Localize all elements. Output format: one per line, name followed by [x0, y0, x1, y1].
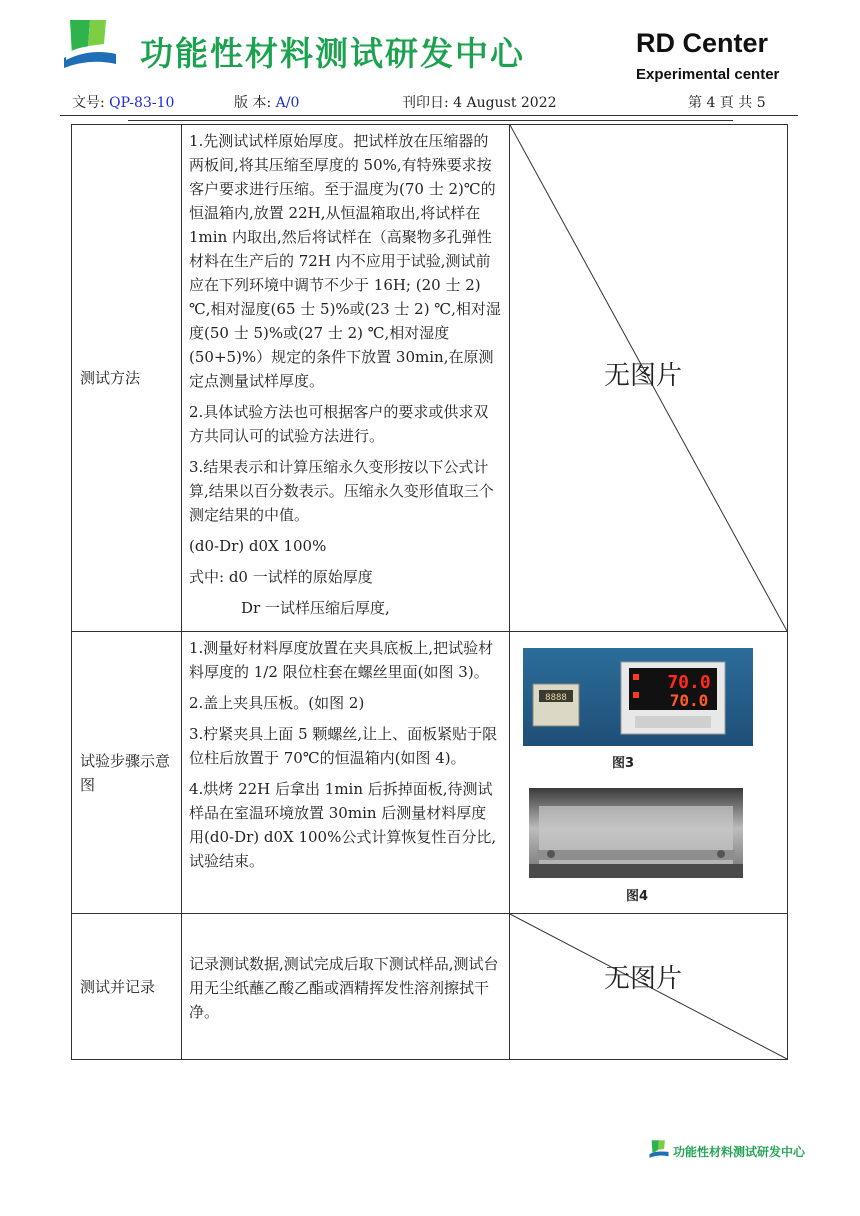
center-name: 功能性材料测试研发中心: [140, 34, 525, 73]
header-rule-inner: [128, 120, 733, 121]
paragraph: 3.柠紧夹具上面 5 颗螺丝,让上、面板紧贴于限位柱后放置于 70℃的恒温箱内(如图 4)。: [189, 725, 498, 767]
row-text: [182, 914, 510, 1060]
paragraph: 3.结果表示和计算压缩永久变形按以下公式计算,结果以百分数表示。压缩永久变形值取三个测定结果的中值。: [189, 458, 494, 524]
page-header: [0, 0, 860, 120]
display-bottom: 70.0: [669, 691, 709, 710]
formula: (d0-Dr) d0X 100%: [189, 537, 327, 555]
version-label: 版 本:: [234, 95, 272, 111]
table-row: [72, 914, 788, 1060]
paragraph: 1.先测试试样原始厚度。把试样放在压缩器的两板间,将其压缩至厚度的 50%,有特殊要求按客户要求进行压缩。至于温度为(70 士 2)℃的恒温箱内,放置 22H,从恒温箱取出,将试样在 1min 内取出,然后将试样在（高聚物多孔弹性材料在生产后的 72H 内不应用于试验,测试前应在下列环境中调节不少于 16H; (20 士 2) ℃,相对湿度(65 士 5)%或(23 士 2) ℃,相对湿度(50 士 5)%或(27 士 2) ℃,相对湿度(50+5)%）规定的条件下放置 30min,在原测定点测量试样厚度。: [189, 132, 501, 390]
doc-number: [72, 92, 174, 112]
paragraph: 1.测量好材料厚度放置在夹具底板上,把试验材料厚度的 1/2 限位柱套在螺丝里面(如图 3)。: [189, 639, 494, 681]
row-label: 测试方法: [72, 125, 182, 632]
doc-number-value: QP-83-10: [109, 95, 175, 111]
print-date-value: 4 August 2022: [453, 95, 557, 111]
paragraph: 4.烘烤 22H 后拿出 1min 后拆掉面板,待测试样品在室温环境放置 30min 后测量材料厚度用(d0-Dr) d0X 100%公式计算恢复性百分比,试验结束。: [189, 780, 497, 870]
row-label: 测试并记录: [72, 914, 182, 1060]
row-label: 试验步骤示意图: [72, 632, 182, 914]
page-info: 第 4 頁 共 5: [688, 95, 766, 111]
paragraph: 2.盖上夹具压板。(如图 2): [189, 694, 365, 712]
figure-caption: 图4: [626, 889, 649, 904]
paragraph: 2.具体试验方法也可根据客户的要求或供求双方共同认可的试验方法进行。: [189, 403, 489, 445]
rd-subtitle: Experimental center: [636, 66, 780, 83]
doc-number-label: 文号:: [72, 95, 105, 111]
version: [234, 92, 299, 112]
temperature-controller-photo: [523, 648, 753, 746]
header-rule: [60, 115, 798, 116]
row-text: [182, 632, 510, 914]
print-date-label: 刊印日:: [402, 95, 449, 111]
table-row: [72, 632, 788, 914]
fixture-photo: [529, 788, 743, 878]
print-date: [402, 92, 557, 112]
footer-logo-icon: [648, 1139, 670, 1159]
figures-cell: [510, 632, 788, 914]
footer-center-name: 功能性材料测试研发中心: [673, 1145, 806, 1159]
formula-definition: 式中: d0 一试样的原始厚度: [189, 568, 373, 586]
table-row: [72, 125, 788, 632]
center-logo-icon: [60, 18, 120, 70]
image-cell: [510, 125, 788, 632]
figure-caption: 图3: [612, 756, 635, 771]
image-cell: [510, 914, 788, 1060]
no-image-label: 无图片: [604, 964, 683, 994]
no-image-label: 无图片: [604, 361, 683, 391]
formula-definition: Dr 一试样压缩后厚度,: [241, 599, 390, 617]
row-text: [182, 125, 510, 632]
display-top: 70.0: [667, 672, 711, 693]
version-value: A/0: [275, 95, 300, 111]
timer-readout: 8888: [545, 693, 567, 703]
procedure-table: [71, 124, 788, 1060]
paragraph: 记录测试数据,测试完成后取下测试样品,测试台用无尘纸蘸乙酸乙酯或酒精挥发性溶剂擦拭干净。: [189, 955, 499, 1021]
rd-title: RD Center: [636, 28, 769, 58]
